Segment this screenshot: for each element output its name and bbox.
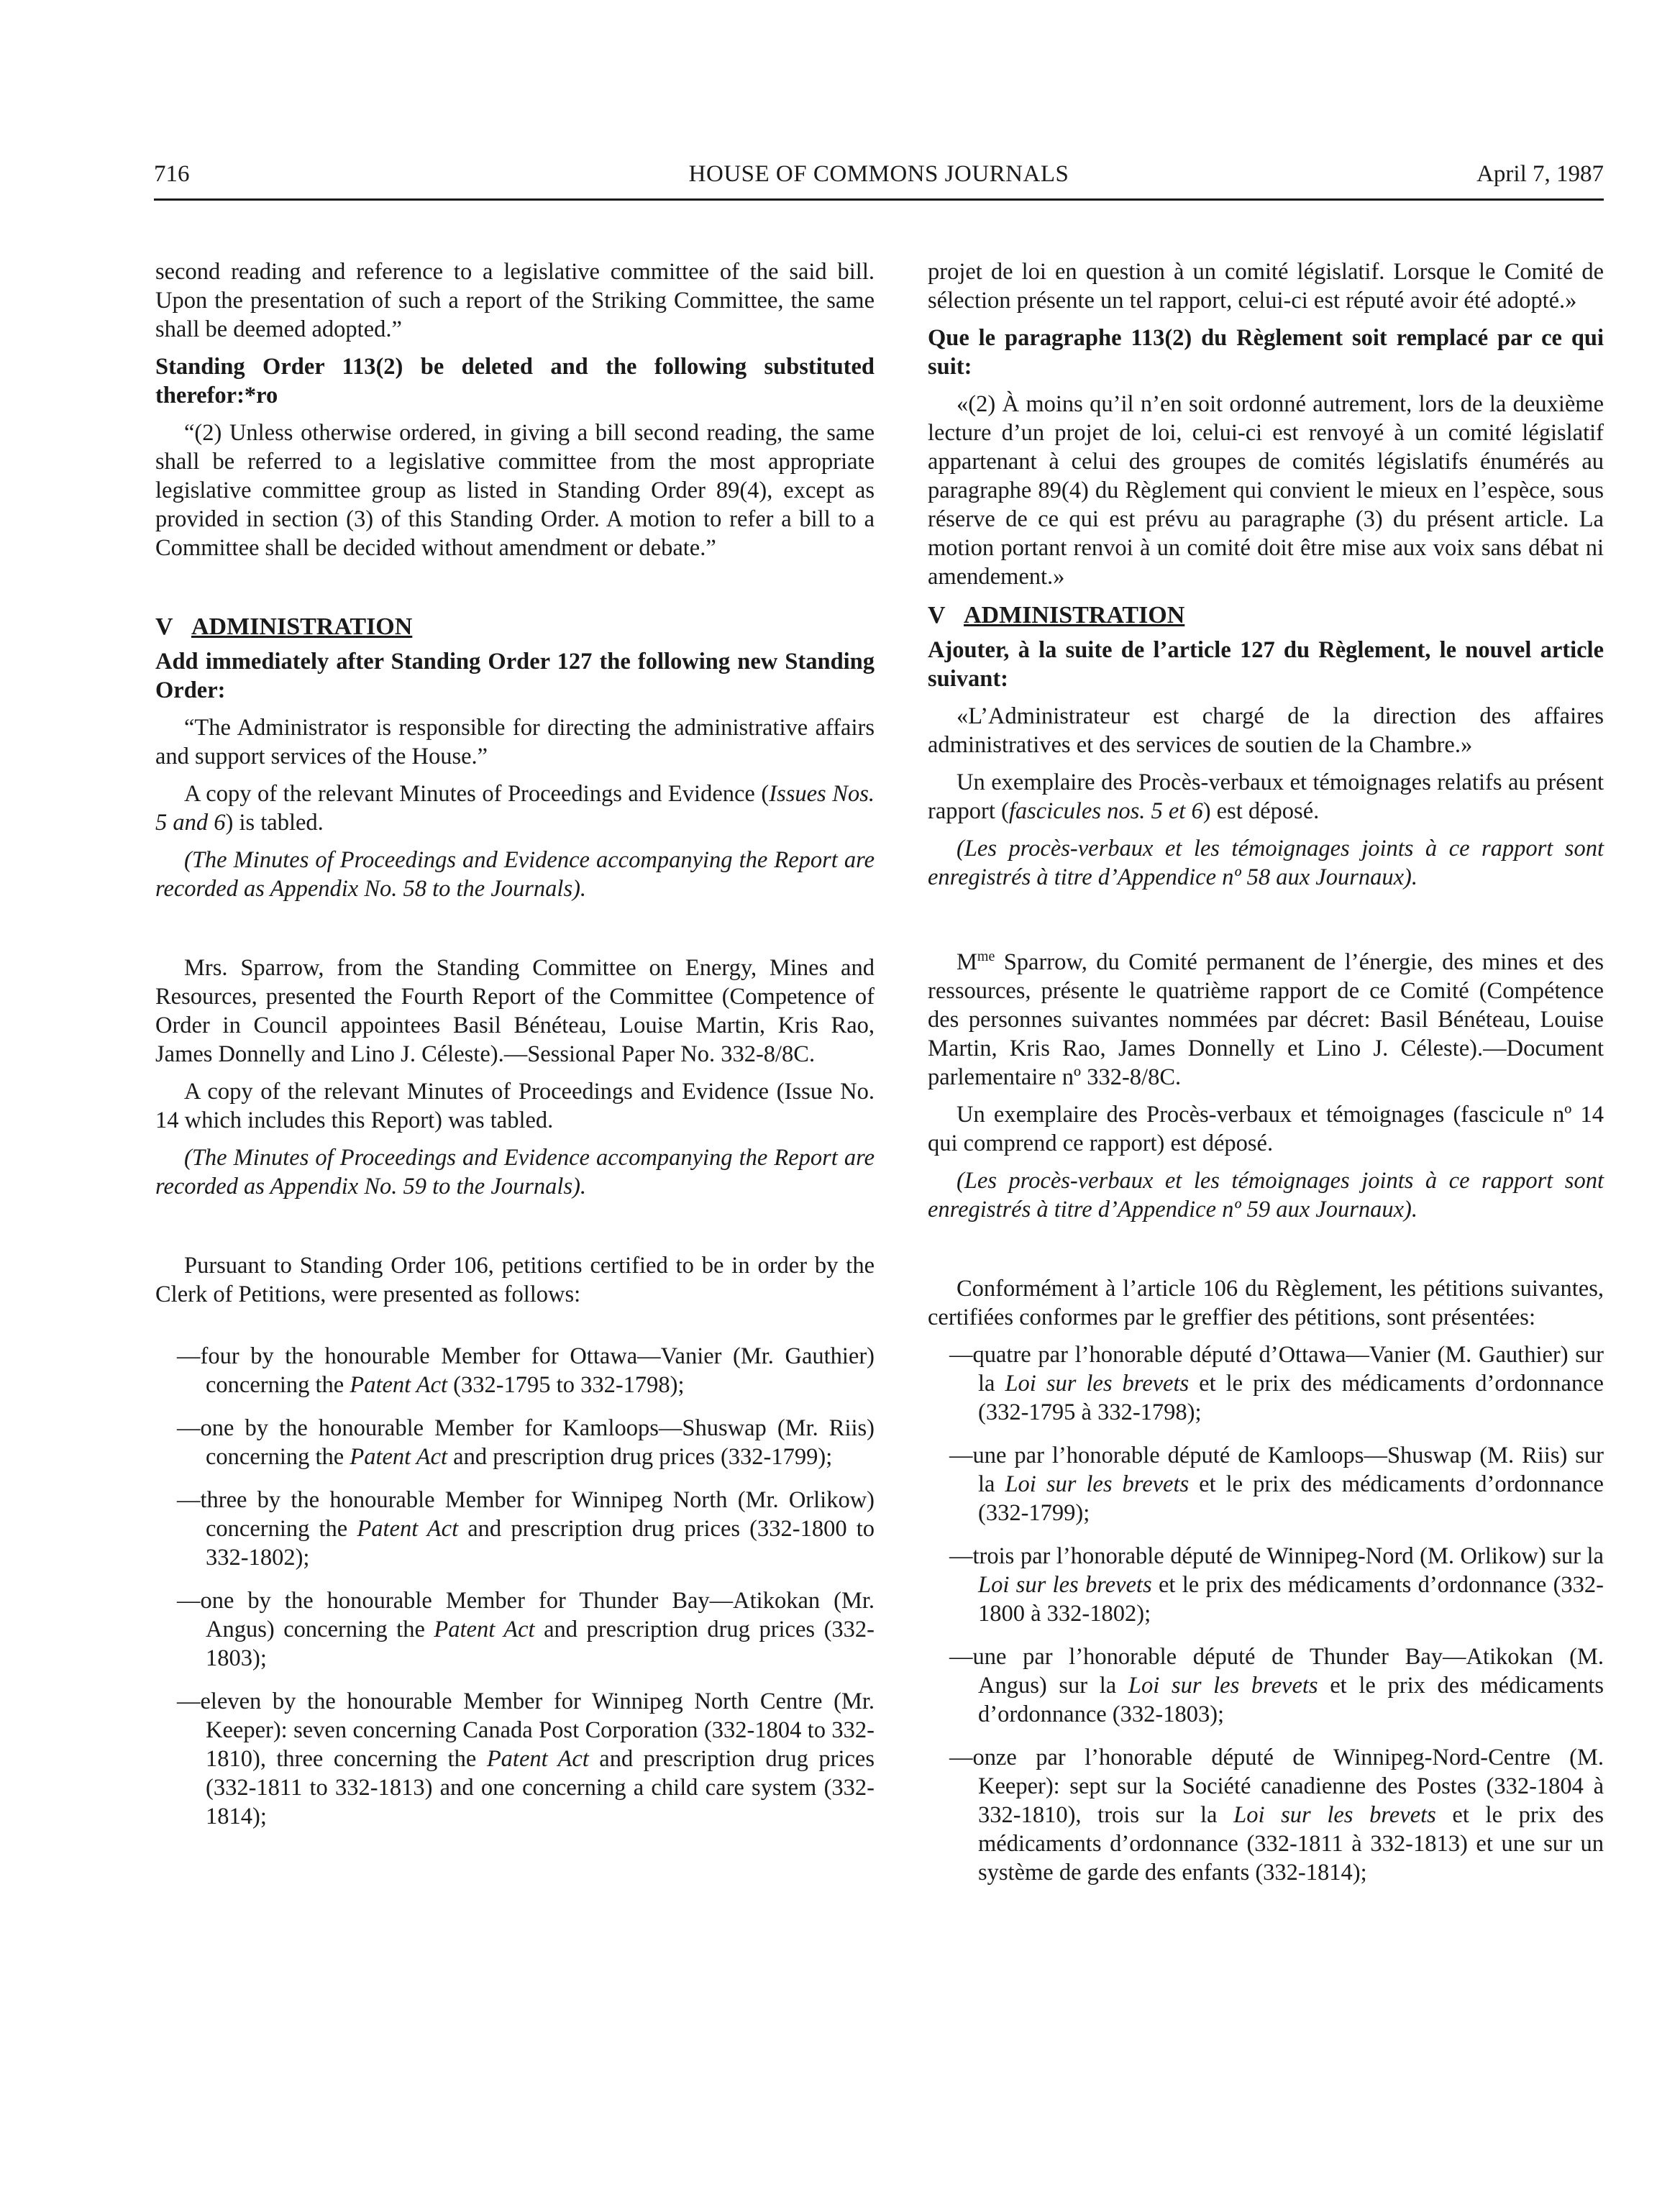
fr-section-heading — [928, 601, 1604, 630]
fr-section-number: V — [928, 602, 946, 629]
fr-copy-tabled-1: Un exemplaire des Procès-verbaux et témoignages relatifs au présent rapport (fascicules nos. 5 et 6) est déposé. — [928, 769, 1604, 824]
en-standing-order-quote-1: “(2) Unless otherwise ordered, in giving a bill second reading, the same shall be referred to a legislative committee from the most appropriate legislative committee group as listed in Standing Order 89(4), except as provided in section (3) of this Standing Order. A motion to refer a bill to a Committee shall be decided without amendment or debate.” — [155, 420, 875, 561]
en-section-number: V — [155, 613, 173, 640]
fr-minutes-note-1: (Les procès-verbaux et les témoignages joints à ce rapport sont enregistrés à titre d’Appendice nº 58 aux Journaux). — [928, 836, 1604, 890]
en-standing-order-quote-2: “The Administrator is responsible for directing the administrative affairs and support services of the House.” — [155, 715, 875, 769]
en-copy-tabled-1: A copy of the relevant Minutes of Proceedings and Evidence (Issues Nos. 5 and 6) is tabled. — [155, 781, 875, 836]
fr-section-title: ADMINISTRATION — [964, 602, 1185, 629]
en-petitions-intro: Pursuant to Standing Order 106, petitions certified to be in order by the Clerk of Petitions, were presented as follows: — [155, 1253, 875, 1307]
fr-standing-order-quote-2: «L’Administrateur est chargé de la direction des affaires administratives et des services de soutien de la Chambre.» — [928, 703, 1604, 758]
page-number: 716 — [154, 161, 190, 187]
en-petition-item: —one by the honourable Member for Thunder Bay—Atikokan (Mr. Angus) concerning the Patent Act and prescription drug prices (332-1803); — [177, 1588, 875, 1671]
en-copy-tabled-2: A copy of the relevant Minutes of Proceedings and Evidence (Issue No. 14 which includes this Report) was tabled. — [155, 1079, 875, 1133]
page-header — [154, 161, 1604, 201]
en-continuation-paragraph: second reading and reference to a legislative committee of the said bill. Upon the presentation of such a report of the Striking Committee, the same shall be deemed adopted.” — [155, 259, 875, 342]
journal-date: April 7, 1987 — [1476, 161, 1604, 187]
fr-standing-order-quote-1: «(2) À moins qu’il n’en soit ordonné autrement, lors de la deuxième lecture d’un projet de loi, celui-ci est renvoyé à un comité législatif appartenant à celui des groupes de comités législatifs énumérés au paragraphe 89(4) du Règlement qui convient le mieux en l’espèce, sous réserve de ce qui est prévu au paragraphe (3) du présent article. La motion portant renvoi à un comité doit être mise aux voix sans débat ni amendement.» — [928, 391, 1604, 590]
journal-title: HOUSE OF COMMONS JOURNALS — [688, 161, 1069, 187]
en-section-title: ADMINISTRATION — [191, 613, 413, 640]
fr-petition-item: —onze par l’honorable député de Winnipeg-Nord-Centre (M. Keeper): sept sur la Société canadienne des Postes (332-1804 à 332-1810), trois sur la Loi sur les brevets et le prix des médicaments d’ordonnance (332-1811 à 332-1813) et une sur un système de garde des enfants (332-1814); — [949, 1744, 1604, 1886]
en-sparrow-report: Mrs. Sparrow, from the Standing Committee on Energy, Mines and Resources, presented the Fourth Report of the Committee (Competence of Order in Council appointees Basil Bénéteau, Louise Martin, Kris Rao, James Donnelly and Lino J. Céleste).—Sessional Paper No. 332-8/8C. — [155, 955, 875, 1067]
en-amendment-heading-1: Standing Order 113(2) be deleted and the following substituted therefor:*ro — [155, 354, 875, 408]
en-minutes-note-1: (The Minutes of Proceedings and Evidence accompanying the Report are recorded as Appendix No. 58 to the Journals). — [155, 847, 875, 902]
fr-petition-item: —quatre par l’honorable député d’Ottawa—Vanier (M. Gauthier) sur la Loi sur les brevets et le prix des médicaments d’ordonnance (332-1795 à 332-1798); — [949, 1341, 1604, 1425]
en-petition-item: —four by the honourable Member for Ottawa—Vanier (Mr. Gauthier) concerning the Patent Act (332-1795 to 332-1798); — [177, 1343, 875, 1398]
en-petition-item: —one by the honourable Member for Kamloops—Shuswap (Mr. Riis) concerning the Patent Act and prescription drug prices (332-1799); — [177, 1415, 875, 1470]
fr-amendment-heading-2: Ajouter, à la suite de l’article 127 du Règlement, le nouvel article suivant: — [928, 637, 1604, 692]
fr-petition-item: —une par l’honorable député de Kamloops—Shuswap (M. Riis) sur la Loi sur les brevets et le prix des médicaments d’ordonnance (332-1799); — [949, 1442, 1604, 1526]
en-minutes-note-2: (The Minutes of Proceedings and Evidence accompanying the Report are recorded as Appendix No. 59 to the Journals). — [155, 1145, 875, 1199]
english-column — [155, 257, 875, 1831]
en-petition-item: —eleven by the honourable Member for Winnipeg North Centre (Mr. Keeper): seven concerning Canada Post Corporation (332-1804 to 332-1810), three concerning the Patent Act and prescription drug prices (332-1811 to 332-1813) and one concerning a child care system (332-1814); — [177, 1688, 875, 1829]
fr-sparrow-report: $M^{me}$ Sparrow, du Comité permanent de l’énergie, des mines et des ressources, présente le quatrième rapport de ce Comité (Compétence des personnes suivantes nommées par décret: Basil Bénéteau, Louise Martin, Kris Rao, James Donnelly et Lino J. Céleste).—Document parlementaire nº 332-8/8C. — [928, 949, 1604, 1090]
fr-petition-item: —une par l’honorable député de Thunder Bay—Atikokan (M. Angus) sur la Loi sur les brevets et le prix des médicaments d’ordonnance (332-1803); — [949, 1643, 1604, 1727]
fr-petitions-intro: Conformément à l’article 106 du Règlement, les pétitions suivantes, certifiées conformes par le greffier des pétitions, sont présentées: — [928, 1275, 1604, 1330]
en-section-heading — [155, 613, 875, 641]
fr-minutes-note-2: (Les procès-verbaux et les témoignages joints à ce rapport sont enregistrés à titre d’Appendice nº 59 aux Journaux). — [928, 1167, 1604, 1223]
french-column — [928, 257, 1604, 1887]
fr-petition-item: —trois par l’honorable député de Winnipeg-Nord (M. Orlikow) sur la Loi sur les brevets et le prix des médicaments d’ordonnance (332-1800 à 332-1802); — [949, 1543, 1604, 1627]
fr-continuation-paragraph: projet de loi en question à un comité législatif. Lorsque le Comité de sélection présente un tel rapport, celui-ci est réputé avoir été adopté.» — [928, 259, 1604, 314]
fr-amendment-heading-1: Que le paragraphe 113(2) du Règlement soit remplacé par ce qui suit: — [928, 325, 1604, 380]
en-petition-item: —three by the honourable Member for Winnipeg North (Mr. Orlikow) concerning the Patent Act and prescription drug prices (332-1800 to 332-1802); — [177, 1487, 875, 1571]
en-amendment-heading-2: Add immediately after Standing Order 127 the following new Standing Order: — [155, 649, 875, 703]
fr-copy-tabled-2: Un exemplaire des Procès-verbaux et témoignages (fascicule nº 14 qui comprend ce rapport) est déposé. — [928, 1101, 1604, 1156]
